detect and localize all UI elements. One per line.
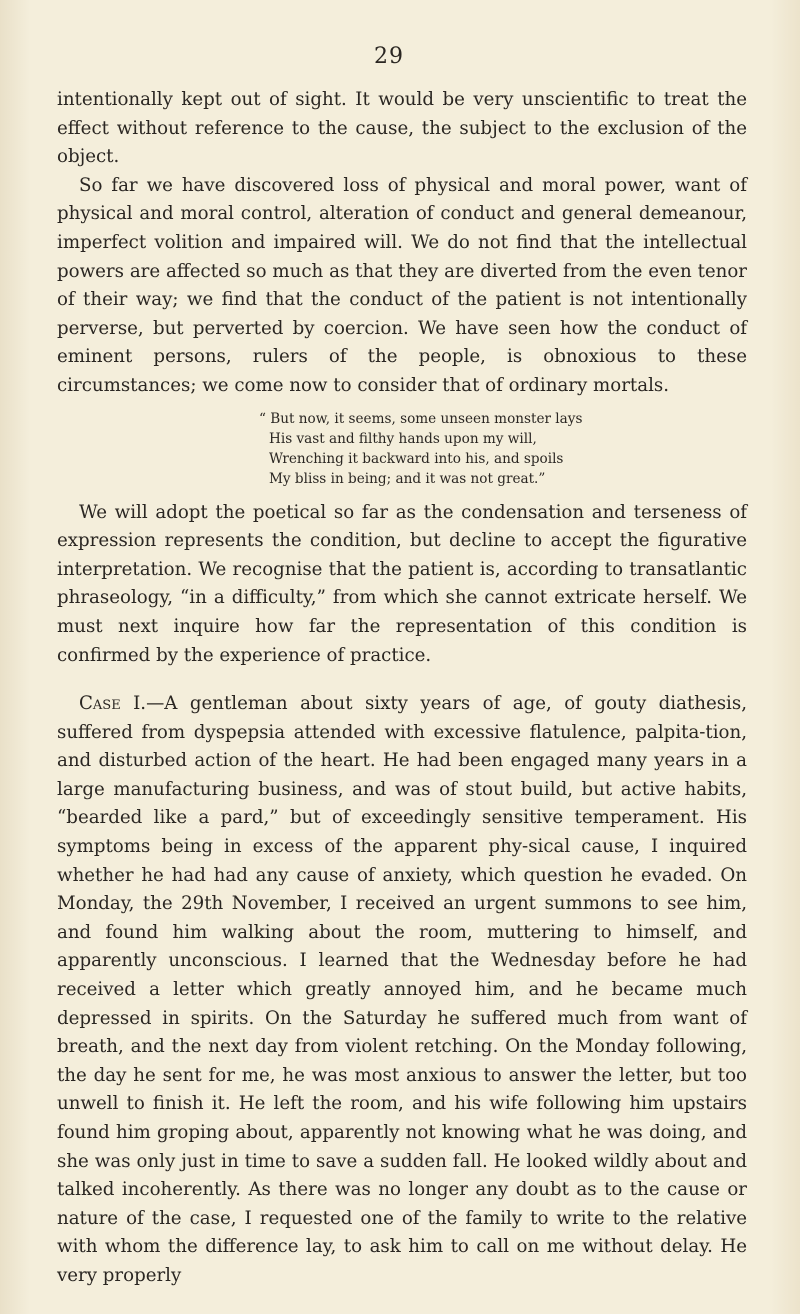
- paragraph-continuation: intentionally kept out of sight. It would be very unscientific to treat the effect without reference to the cause, the subject to the exclusion of the object.: [57, 89, 747, 168]
- quote-line-2: His vast and filthy hands upon my will,: [269, 430, 537, 447]
- quote-line-4: My bliss in being; and it was not great.”: [269, 470, 546, 487]
- poem-quotation: [57, 409, 747, 489]
- case-one-text: —A gentleman about sixty years of age, of gouty diathesis, suffered from dyspepsia attended with excessive flatulence, palpita-tion, and disturbed action of the heart. He had been engaged many years in a large manufacturing business, and was of stout build, but active habits, “bearded like a pard,” but of exceedingly sensitive temperament. His symptoms being in excess of the apparent phy-sical cause, I inquired whether he had had any cause of anxiety, which question he evaded. On Monday, the 29th November, I received an urgent summons to see him, and found him walking about the room, muttering to himself, and apparently unconscious. I learned that the Wednesday before he had received a letter which greatly annoyed him, and he became much depressed in spirits. On the Saturday he suffered much from want of breath, and the next day from violent retching. On the Monday following, the day he sent for me, he was most anxious to answer the letter, but too unwell to finish it. He left the room, and his wife following him upstairs found him groping about, apparently not knowing what he was doing, and she was only just in time to save a sudden fall. He looked wildly about and talked incoherently. As there was no longer any doubt as to the cause or nature of the case, I requested one of the family to write to the relative with whom the difference lay, to ask him to call on me without delay. He very properly: [57, 693, 747, 1286]
- paragraph-interpretation: We will adopt the poetical so far as the condensation and terseness of expression represents the condition, but decline to accept the figurative interpretation. We recognise that the patient is, according to transatlantic phraseology, “in a difficulty,” from which she cannot extricate herself. We must next inquire how far the representation of this condition is confirmed by the experience of practice.: [57, 501, 747, 666]
- page-body: [57, 86, 747, 1291]
- case-heading: Case I.: [79, 693, 147, 715]
- quote-line-3: Wrenching it backward into his, and spoils: [269, 450, 564, 467]
- paragraph-summary: So far we have discovered loss of physical and moral power, want of physical and moral control, alteration of conduct and general demeanour, imperfect volition and impaired will. We do not find that the intellectual powers are affected so much as that they are diverted from the even tenor of their way; we find that the conduct of the patient is not intentionally perverse, but perverted by coercion. We have seen how the conduct of eminent persons, rulers of the people, is obnoxious to these circumstances; we come now to consider that of ordinary mortals.: [57, 174, 747, 396]
- quote-line-1: “ But now, it seems, some unseen monster lays: [259, 410, 583, 427]
- page-number: 29: [374, 44, 404, 69]
- paragraph-case-one: [57, 690, 747, 1290]
